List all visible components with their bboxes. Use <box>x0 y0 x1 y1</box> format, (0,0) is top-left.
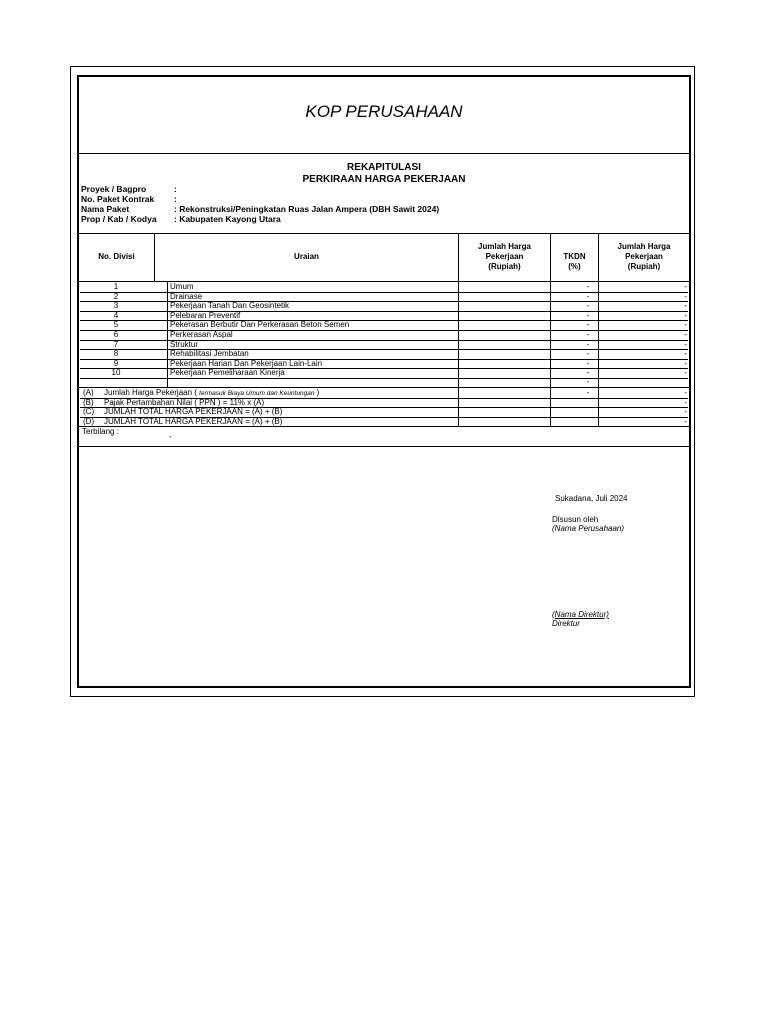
place-date: Sukadana, Juli 2024 <box>555 494 628 503</box>
summary-code: (B) <box>83 397 94 407</box>
info-value: : Rekonstruksi/Peningkatan Ruas Jalan Ampera (DBH Sawit 2024) <box>174 204 440 214</box>
row-jumlah: - <box>684 291 687 301</box>
row-jumlah: - <box>684 330 687 339</box>
row-no: 5 <box>113 320 119 330</box>
info-label: No. Paket Kontrak <box>81 194 155 204</box>
director-name: (Nama Direktur) <box>552 610 609 619</box>
row-uraian: Struktur <box>170 339 199 349</box>
row-uraian: Pekerasan Berbutir Dan Perkerasan Beton Semen <box>170 320 350 330</box>
table-row <box>80 320 688 330</box>
row-tkdn: - <box>586 330 590 339</box>
header-no-divisi: No. Divisi <box>98 252 135 261</box>
row-tkdn: - <box>586 301 590 311</box>
row-jumlah: - <box>684 310 687 320</box>
table-row <box>80 292 688 302</box>
title-perkiraan: PERKIRAAN HARGA PEKERJAAN <box>302 174 466 185</box>
terbilang-bottom <box>77 446 691 447</box>
summary-jumlah: - <box>684 388 687 397</box>
row-jumlah: - <box>684 368 687 378</box>
summary-code: (D) <box>83 416 95 426</box>
table-row <box>80 340 688 350</box>
summary-tkdn: - <box>586 388 590 397</box>
row-tkdn: - <box>586 282 590 291</box>
terbilang-label: Terbilang : <box>82 427 119 436</box>
row-no: 3 <box>113 301 119 311</box>
header-jumlah-harga: Jumlah Harga Pekerjaan (Rupiah) <box>478 242 531 271</box>
row-no: 9 <box>113 358 119 368</box>
row-uraian: Pekerjaan Harian Dan Pekerjaan Lain-Lain <box>170 358 323 368</box>
row-uraian: Rehabilitasi Jembatan <box>170 349 249 359</box>
table-row-extra <box>80 377 688 387</box>
info-label: Prop / Kab / Kodya <box>81 214 157 224</box>
row-tkdn: - <box>586 310 590 320</box>
table-row <box>80 311 688 321</box>
title-rekapitulasi: REKAPITULASI <box>347 162 421 173</box>
summary-text: Pajak Pertambahan Nilai ( PPN ) = 11% x (A) <box>104 397 265 407</box>
table-row <box>80 349 688 359</box>
summary-text: JUMLAH TOTAL HARGA PEKERJAAN = (A) + (B) <box>104 407 283 417</box>
summary-text: Jumlah Harga Pekerjaan ( termasuk Biaya Umum dan Keuntungan ) <box>104 388 320 397</box>
divider <box>77 153 691 154</box>
director-title: Direktur <box>552 619 581 628</box>
row-tkdn: - <box>586 349 590 359</box>
table-row <box>80 330 688 340</box>
company-name: (Nama Perusahaan) <box>552 524 625 533</box>
summary-jumlah: - <box>684 416 687 426</box>
table-row <box>80 301 688 311</box>
info-value: : <box>174 194 177 204</box>
summary-note: termasuk Biaya Umum dan Keuntungan <box>199 390 315 397</box>
row-jumlah: - <box>684 349 687 359</box>
kop-perusahaan: KOP PERUSAHAAN <box>305 102 463 121</box>
table-row <box>80 282 688 292</box>
row-no: 1 <box>113 282 119 291</box>
summary-text: JUMLAH TOTAL HARGA PEKERJAAN = (A) + (B) <box>104 416 283 426</box>
row-uraian: Pekerjaan Tanah Dan Geosintetik <box>170 301 290 311</box>
row-no: 6 <box>113 330 119 339</box>
row-tkdn: - <box>586 368 590 378</box>
row-uraian: Pelebaran Preventif <box>170 310 241 320</box>
row-uraian: Pekerjaan Pemeliharaan Kinerja <box>170 368 285 378</box>
info-label: Nama Paket <box>81 204 130 214</box>
row-tkdn: - <box>586 377 590 386</box>
info-value: : Kabupaten Kayong Utara <box>174 214 281 224</box>
summary-jumlah: - <box>684 397 687 407</box>
info-label: Proyek / Bagpro <box>81 184 147 194</box>
row-no: 8 <box>113 349 119 359</box>
row-jumlah: - <box>684 339 687 349</box>
header-uraian: Uraian <box>294 252 319 261</box>
row-tkdn: - <box>586 320 590 330</box>
row-tkdn: - <box>586 358 590 368</box>
row-jumlah: - <box>684 320 687 330</box>
row-uraian: Umum <box>170 282 194 291</box>
disusun-oleh: Disusun oleh <box>552 515 599 524</box>
row-jumlah: - <box>684 358 687 368</box>
row-uraian: Drainase <box>170 291 203 301</box>
row-no: 7 <box>113 339 119 349</box>
row-no: 2 <box>113 291 119 301</box>
summary-jumlah: - <box>684 407 687 417</box>
summary-code: (C) <box>83 407 95 417</box>
row-jumlah: - <box>684 301 687 311</box>
table-row <box>80 359 688 369</box>
row-jumlah: - <box>684 282 687 291</box>
summary-code: (A) <box>83 388 94 397</box>
info-value: : <box>174 184 177 194</box>
row-no: 4 <box>113 310 119 320</box>
terbilang-value: - <box>169 432 172 441</box>
row-no: 10 <box>111 368 121 378</box>
row-tkdn: - <box>586 291 590 301</box>
row-uraian: Perkerasan Aspal <box>170 330 233 339</box>
row-tkdn: - <box>586 339 590 349</box>
header-jumlah-harga-total: Jumlah Harga Pekerjaan (Rupiah) <box>617 242 671 271</box>
header-tkdn: TKDN (%) <box>563 252 586 271</box>
